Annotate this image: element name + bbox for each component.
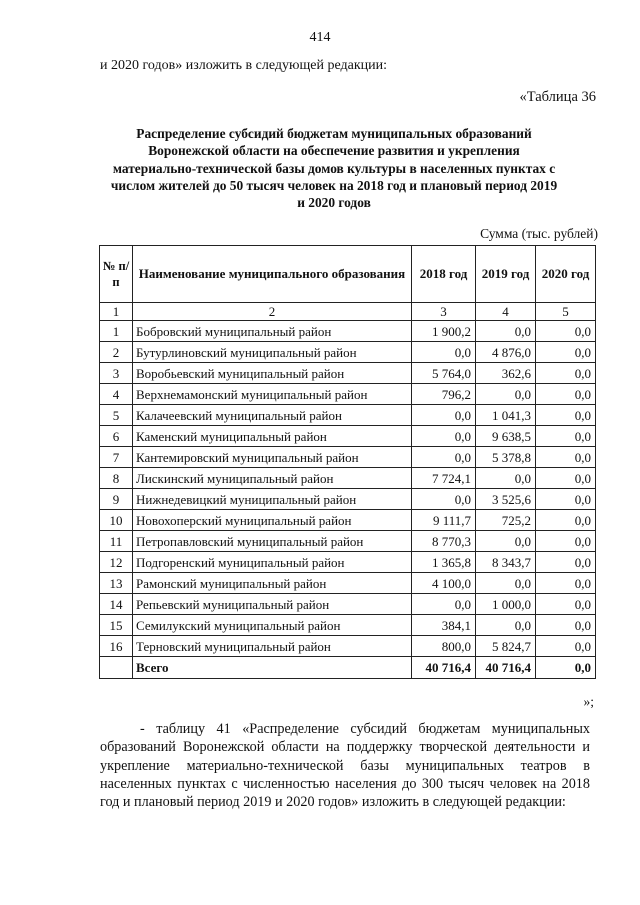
row-no: 12 xyxy=(100,552,133,573)
row-name: Кантемировский муниципальный район xyxy=(133,447,412,468)
row-name: Нижнедевицкий муниципальный район xyxy=(133,489,412,510)
table-row xyxy=(100,552,596,573)
column-number: 3 xyxy=(412,303,476,321)
table-title: Распределение субсидий бюджетам муниципальных образований Воронежской области на обеспечение развития и укрепления материально-технической базы домов культуры в населенных пунктах с числом жителей до 50 тысяч человек на 2018 год и плановый период 2019 и 2020 годов xyxy=(110,126,558,211)
row-2020: 0,0 xyxy=(536,594,596,615)
row-2019: 3 525,6 xyxy=(476,489,536,510)
row-2020: 0,0 xyxy=(536,321,596,342)
row-2018: 4 100,0 xyxy=(412,573,476,594)
row-no: 11 xyxy=(100,531,133,552)
row-2018: 1 365,8 xyxy=(412,552,476,573)
table-row xyxy=(100,384,596,405)
table-row xyxy=(100,321,596,342)
row-2019: 1 000,0 xyxy=(476,594,536,615)
table-row xyxy=(100,594,596,615)
table-row xyxy=(100,363,596,384)
subsidy-table xyxy=(99,245,596,679)
row-2019: 5 824,7 xyxy=(476,636,536,657)
row-no: 3 xyxy=(100,363,133,384)
row-name: Лискинский муниципальный район xyxy=(133,468,412,489)
row-2018: 0,0 xyxy=(412,405,476,426)
header-name: Наименование муниципального образования xyxy=(133,246,412,303)
total-2019: 40 716,4 xyxy=(476,657,536,679)
column-number: 1 xyxy=(100,303,133,321)
row-no: 8 xyxy=(100,468,133,489)
row-2018: 9 111,7 xyxy=(412,510,476,531)
row-2019: 8 343,7 xyxy=(476,552,536,573)
row-2018: 5 764,0 xyxy=(412,363,476,384)
row-2020: 0,0 xyxy=(536,447,596,468)
row-2020: 0,0 xyxy=(536,468,596,489)
row-2019: 0,0 xyxy=(476,615,536,636)
row-2018: 0,0 xyxy=(412,594,476,615)
row-2020: 0,0 xyxy=(536,342,596,363)
row-name: Каменский муниципальный район xyxy=(133,426,412,447)
row-2019: 5 378,8 xyxy=(476,447,536,468)
row-no: 16 xyxy=(100,636,133,657)
column-number: 5 xyxy=(536,303,596,321)
row-2018: 7 724,1 xyxy=(412,468,476,489)
table-row xyxy=(100,573,596,594)
row-2018: 8 770,3 xyxy=(412,531,476,552)
row-no: 2 xyxy=(100,342,133,363)
header-2019: 2019 год xyxy=(476,246,536,303)
row-no: 14 xyxy=(100,594,133,615)
row-2019: 4 876,0 xyxy=(476,342,536,363)
row-2019: 0,0 xyxy=(476,468,536,489)
total-2020: 0,0 xyxy=(536,657,596,679)
header-2020: 2020 год xyxy=(536,246,596,303)
row-2020: 0,0 xyxy=(536,636,596,657)
row-2020: 0,0 xyxy=(536,363,596,384)
row-2020: 0,0 xyxy=(536,426,596,447)
row-2019: 0,0 xyxy=(476,384,536,405)
row-2020: 0,0 xyxy=(536,510,596,531)
intro-line: и 2020 годов» изложить в следующей редакции: xyxy=(100,58,387,73)
row-name: Воробьевский муниципальный район xyxy=(133,363,412,384)
table-row xyxy=(100,510,596,531)
row-name: Новохоперский муниципальный район xyxy=(133,510,412,531)
row-2019: 0,0 xyxy=(476,573,536,594)
table-row xyxy=(100,615,596,636)
row-name: Верхнемамонский муниципальный район xyxy=(133,384,412,405)
column-number-row xyxy=(100,303,596,321)
table-row xyxy=(100,447,596,468)
row-2018: 0,0 xyxy=(412,489,476,510)
row-2018: 1 900,2 xyxy=(412,321,476,342)
total-no-cell xyxy=(100,657,133,679)
table-label: «Таблица 36 xyxy=(519,89,596,105)
header-2018: 2018 год xyxy=(412,246,476,303)
total-2018: 40 716,4 xyxy=(412,657,476,679)
row-name: Подгоренский муниципальный район xyxy=(133,552,412,573)
row-name: Бутурлиновский муниципальный район xyxy=(133,342,412,363)
row-2018: 796,2 xyxy=(412,384,476,405)
table-row xyxy=(100,531,596,552)
row-2020: 0,0 xyxy=(536,573,596,594)
row-2020: 0,0 xyxy=(536,531,596,552)
header-no: № п/ п xyxy=(100,246,133,303)
body-paragraph xyxy=(100,720,590,811)
row-name: Рамонский муниципальный район xyxy=(133,573,412,594)
row-no: 7 xyxy=(100,447,133,468)
row-2019: 0,0 xyxy=(476,531,536,552)
row-2020: 0,0 xyxy=(536,489,596,510)
row-name: Петропавловский муниципальный район xyxy=(133,531,412,552)
table-row xyxy=(100,636,596,657)
column-number: 4 xyxy=(476,303,536,321)
row-no: 15 xyxy=(100,615,133,636)
row-2019: 725,2 xyxy=(476,510,536,531)
row-2020: 0,0 xyxy=(536,552,596,573)
row-2018: 384,1 xyxy=(412,615,476,636)
row-name: Калачеевский муниципальный район xyxy=(133,405,412,426)
table-row xyxy=(100,468,596,489)
row-name: Бобровский муниципальный район xyxy=(133,321,412,342)
row-no: 9 xyxy=(100,489,133,510)
row-no: 10 xyxy=(100,510,133,531)
row-2018: 0,0 xyxy=(412,342,476,363)
row-no: 6 xyxy=(100,426,133,447)
total-row xyxy=(100,657,596,679)
page-number: 414 xyxy=(309,30,331,45)
row-2018: 0,0 xyxy=(412,447,476,468)
units-label: Сумма (тыс. рублей) xyxy=(480,226,598,241)
row-2019: 1 041,3 xyxy=(476,405,536,426)
column-number: 2 xyxy=(133,303,412,321)
row-2018: 800,0 xyxy=(412,636,476,657)
closing-mark: »; xyxy=(583,694,594,709)
row-2018: 0,0 xyxy=(412,426,476,447)
row-no: 13 xyxy=(100,573,133,594)
row-name: Репьевский муниципальный район xyxy=(133,594,412,615)
row-no: 5 xyxy=(100,405,133,426)
header-row xyxy=(100,246,596,303)
row-2019: 362,6 xyxy=(476,363,536,384)
row-2019: 9 638,5 xyxy=(476,426,536,447)
total-label: Всего xyxy=(133,657,412,679)
row-2020: 0,0 xyxy=(536,615,596,636)
table-row xyxy=(100,489,596,510)
table-row xyxy=(100,426,596,447)
table-row xyxy=(100,342,596,363)
row-no: 4 xyxy=(100,384,133,405)
row-2019: 0,0 xyxy=(476,321,536,342)
row-name: Семилукский муниципальный район xyxy=(133,615,412,636)
paragraph-text: - таблицу 41 «Распределение субсидий бюджетам муниципальных образований Воронежской области на поддержку творческой деятельности и укрепление материально-технической базы муниципальных театров в населенных пунктах с численностью населения до 300 тысяч человек на 2018 год и плановый период 2019 и 2020 годов» изложить в следующей редакции: xyxy=(100,721,590,811)
row-2020: 0,0 xyxy=(536,405,596,426)
row-name: Терновский муниципальный район xyxy=(133,636,412,657)
table-row xyxy=(100,405,596,426)
row-no: 1 xyxy=(100,321,133,342)
row-2020: 0,0 xyxy=(536,384,596,405)
